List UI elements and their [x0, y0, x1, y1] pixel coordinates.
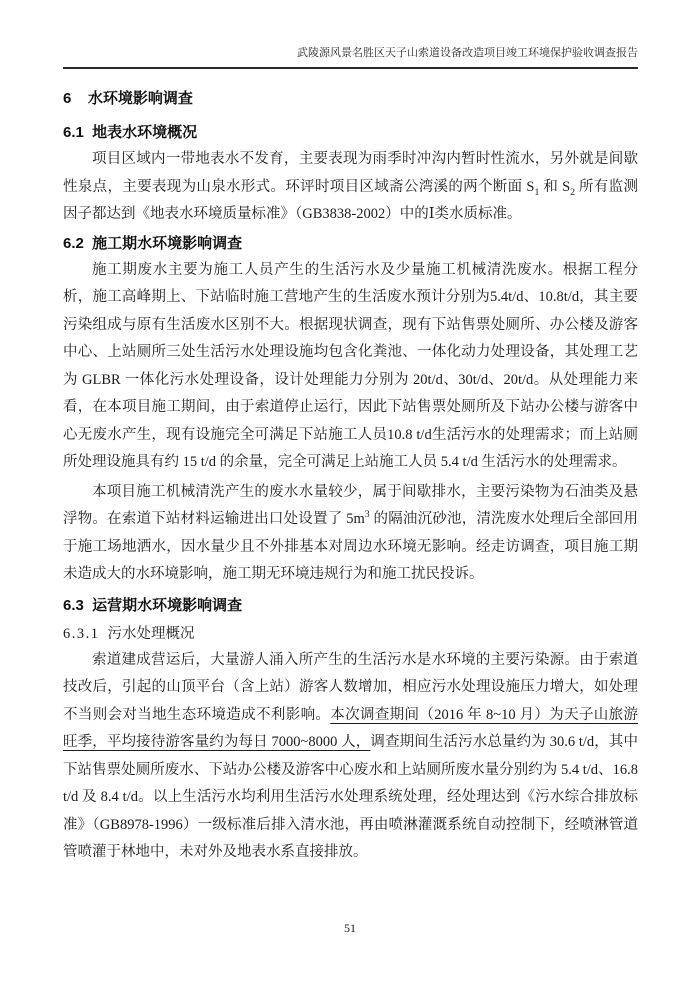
page-number: 51 — [344, 921, 356, 935]
section-heading-6-3-1 — [63, 623, 638, 645]
section-number: 6.1 — [63, 124, 84, 141]
section-title: 地表水环境概况 — [92, 124, 198, 141]
section-heading-6-3 — [63, 595, 638, 617]
section-heading-6-2 — [63, 233, 638, 255]
section-number: 6.2 — [63, 234, 84, 252]
section-heading-6 — [63, 88, 638, 110]
section-heading-6-1 — [63, 122, 638, 144]
running-header: 武陵源风景名胜区天子山索道设备改造项目竣工环境保护验收调查报告 — [63, 46, 638, 69]
section-title: 施工期水环境影响调查 — [92, 234, 243, 252]
paragraph-operation-sewage: 索道建成营运后，大量游人涌入所产生的生活污水是水环境的主要污染源。由于索道技改后，引起的山顶平台（含上站）游客人数增加，相应污水处理设施压力增大，如处理不当则会对当地生态环境造成不利影响。本次调查期间（2016 年 8~10 月）为天子山旅游旺季，平均接待游客量约为每日 7000~8000 人，调查期间生活污水总量约为 30.6 t/d，其中下站售票处厕所废水、下站办公楼及游客中心废水和上站厕所废水量分别约为 5.4 t/d、16.8 t/d 及 8.4 t/d。以上生活污水均利用生活污水处理系统处理，经处理达到《污水综合排放标准》（GB8978-1996）一级标准后排入清水池，再由喷淋灌溉系统自动控制下，经喷淋管道管喷灌于林地中，未对外及地表水系直接排放。 — [63, 651, 639, 860]
section-title: 污水处理概况 — [107, 625, 195, 642]
section-title: 水环境影响调查 — [87, 90, 193, 107]
section-number: 6.3 — [63, 596, 84, 614]
section-number: 6.3.1 — [63, 625, 100, 642]
paragraph-surface-water: 项目区域内一带地表水不发育，主要表现为雨季时冲沟内暂时性流水，另外就是间歇性泉点，主要表现为山泉水形式。环评时项目区域斋公湾溪的两个断面 $S_1$ 和 $S_2$ 所有监测因子都达到《地表水环境质量标准》（GB3838-2002）中的Ⅰ类水质标准。 — [63, 151, 639, 222]
paragraph-construction-wastewater: 施工期废水主要为施工人员产生的生活污水及少量施工机械清洗废水。根据工程分析，施工高峰期上、下站临时施工营地产生的生活废水预计分别为5.4t/d、10.8t/d，其主要污染组成与原有生活废水区别不大。根据现状调查，现有下站售票处厕所、办公楼及游客中心、上站厕所三处生活污水处理设施均包含化粪池、一体化动力处理设备，其处理工艺为 GLBR 一体化污水处理设备，设计处理能力分别为 20t/d、30t/d、20t/d。从处理能力来看，在本项目施工期间，由于索道停止运行，因此下站售票处厕所及下站办公楼与游客中心无废水产生，现有设施完全可满足下站施工人员10.8 t/d生活污水的处理需求；而上站厕所处理设施具有约 15 t/d 的余量，完全可满足上站施工人员 5.4 t/d 生活污水的处理需求。 — [63, 261, 638, 470]
section-title: 运营期水环境影响调查 — [92, 596, 243, 614]
paragraph-machinery-washing: 本项目施工机械清洗产生的废水水量较少，属于间歇排水，主要污染物为石油类及悬浮物。在索道下站材料运输进出口处设置了 $5m^3$ 的隔油沉砂池，清洗废水处理后全部回用于施工场地洒水，因水量少且不外排基本对周边水环境无影响。经走访调查，项目施工期未造成大的水环境影响，施工期无环境违规行为和施工扰民投诉。 — [63, 483, 639, 582]
section-number: 6 — [63, 90, 72, 107]
